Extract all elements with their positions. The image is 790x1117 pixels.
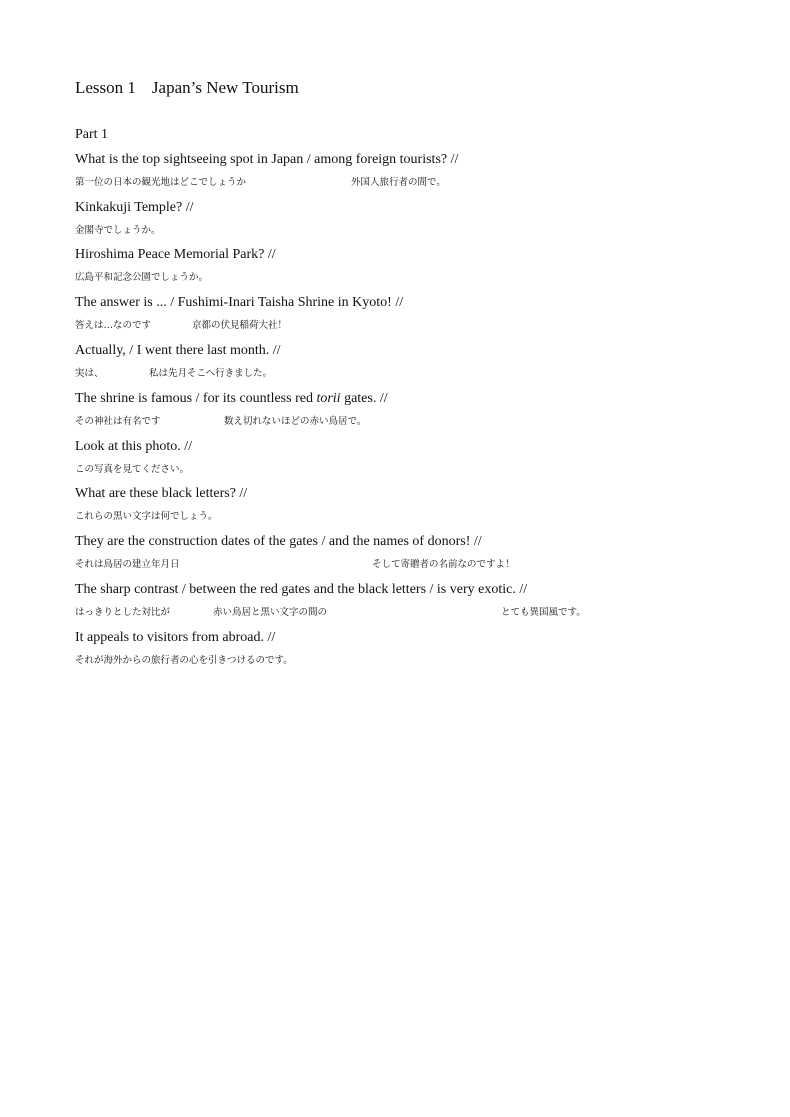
sentence-5 — [75, 343, 755, 383]
sentence-3 — [75, 247, 755, 287]
japanese-chunk: 第一位の日本の観光地はどこでしょうか — [75, 177, 247, 188]
lesson-number: Lesson 1 — [75, 78, 136, 97]
part-label: Part 1 — [75, 127, 109, 142]
sentence-9 — [75, 534, 755, 574]
japanese-chunk: 実は、 — [75, 368, 104, 379]
japanese-chunk: 赤い鳥居と黒い文字の間の — [213, 607, 328, 618]
english-line: The answer is ... / Fushimi-Inari Taisha Shrine in Kyoto! // — [75, 295, 404, 310]
japanese-chunk: はっきりとした対比が — [75, 607, 171, 618]
sentence-8 — [75, 486, 755, 526]
english-italic-term: torii — [316, 391, 341, 406]
lesson-name: Japan’s New Tourism — [151, 78, 299, 97]
english-line: The sharp contrast / between the red gates and the black letters / is very exotic. // — [75, 582, 528, 597]
japanese-chunk: 答えは…なのです — [75, 320, 152, 331]
japanese-chunk: 私は先月そこへ行きました。 — [149, 368, 273, 379]
english-line: They are the construction dates of the gates / and the names of donors! // — [75, 534, 482, 549]
sentence-7 — [75, 439, 755, 479]
japanese-chunk: これらの黒い文字は何でしょう。 — [75, 511, 218, 522]
english-text: The shrine is famous / for its countless red — [75, 391, 317, 406]
sentence-4 — [75, 295, 755, 335]
english-line: Hiroshima Peace Memorial Park? // — [75, 247, 276, 262]
japanese-chunk: それが海外からの旅行者の心を引きつけるのです。 — [75, 655, 293, 666]
english-line: It appeals to visitors from abroad. // — [75, 630, 276, 645]
japanese-chunk: とても異国風です。 — [501, 607, 586, 618]
japanese-chunk: 京都の伏見稲荷大社！ — [192, 320, 288, 331]
japanese-chunk: この写真を見てください。 — [75, 464, 190, 475]
english-line: What are these black letters? // — [75, 486, 248, 501]
japanese-chunk: 数え切れないほどの赤い鳥居で。 — [224, 416, 367, 427]
english-line: Actually, / I went there last month. // — [75, 343, 281, 358]
japanese-chunk: 広島平和記念公園でしょうか。 — [75, 272, 209, 283]
sentence-11 — [75, 630, 755, 670]
japanese-chunk: 外国人旅行者の間で。 — [351, 177, 446, 188]
english-line: Look at this photo. // — [75, 439, 193, 454]
english-line: Kinkakuji Temple? // — [75, 200, 194, 215]
english-line — [75, 391, 388, 407]
sentence-1 — [75, 152, 755, 192]
sentence-2 — [75, 200, 755, 240]
sentence-10 — [75, 582, 755, 622]
japanese-chunk: その神社は有名です — [75, 416, 161, 427]
sentence-6 — [75, 391, 755, 431]
japanese-chunk: 金閣寺でしょうか。 — [75, 225, 161, 236]
lesson-title — [75, 78, 299, 98]
japanese-chunk: そして寄贈者の名前なのですよ！ — [372, 559, 515, 570]
english-text: gates. // — [340, 391, 388, 406]
english-line: What is the top sightseeing spot in Japan / among foreign tourists? // — [75, 152, 459, 167]
japanese-chunk: それは鳥居の建立年月日 — [75, 559, 180, 570]
